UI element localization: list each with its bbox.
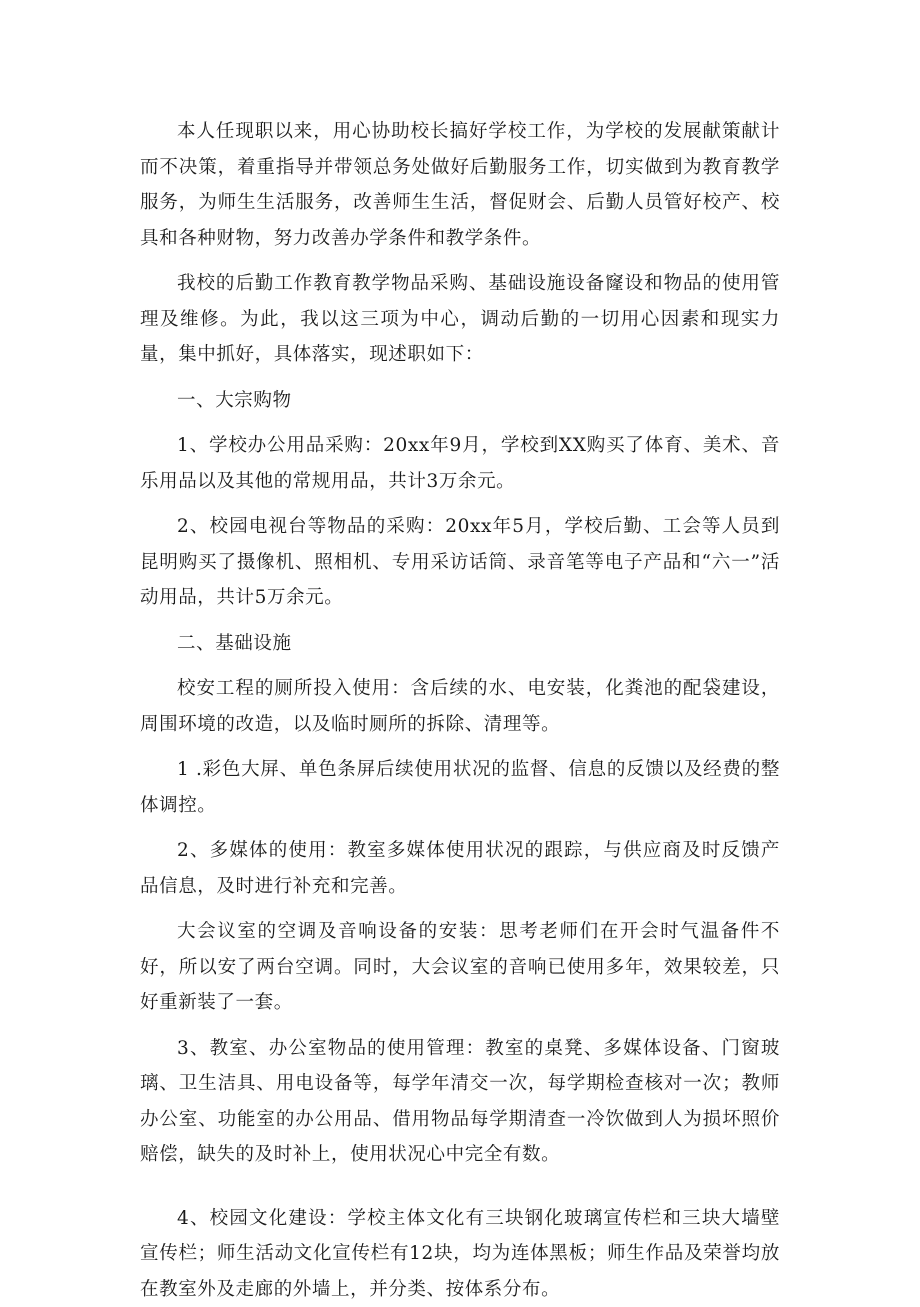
paragraph-meeting-room: 大会议室的空调及音响设备的安装：思考老师们在开会时气温备件不好，所以安了两台空调。同时，大会议室的音响已使用多年，效果较差，只好重新装了一套。: [140, 914, 780, 1021]
paragraph-tv-station: 2、校园电视台等物品的采购：20xx年5月，学校后勤、工会等人员到昆明购买了摄像机、照相机、专用采访话筒、录音笔等电子产品和“六一”活动用品，共计5万余元。: [140, 509, 780, 616]
paragraph-asset-management: 3、教室、办公室物品的使用管理：教室的桌凳、多媒体设备、门窗玻璃、卫生洁具、用电设备等，每学年清交一次，每学期检查核对一次；教师办公室、功能室的办公用品、借用物品每学期清查一冷饮做到人为损坏照价赔偿，缺失的及时补上，使用状况心中完全有数。: [140, 1031, 780, 1173]
paragraph-led-screens: 1 .彩色大屏、单色条屏后续使用状况的监督、信息的反馈以及经费的整体调控。: [140, 752, 780, 823]
document-body: [140, 114, 780, 1307]
section-heading-purchasing: 一、大宗购物: [140, 383, 780, 419]
paragraph-intro: 本人任现职以来，用心协助校长搞好学校工作，为学校的发展献策献计而不决策，着重指导并带领总务处做好后勤服务工作，切实做到为教育教学服务，为师生生活服务，改善师生生活，督促财会、后勤人员管好校产、校具和各种财物，努力改善办学条件和教学条件。: [140, 114, 780, 256]
paragraph-campus-culture: 4、校园文化建设：学校主体文化有三块钢化玻璃宣传栏和三块大墙壁宣传栏；师生活动文化宣传栏有12块，均为连体黑板；师生作品及荣誉均放在教室外及走廊的外墙上，并分类、按体系分布。: [140, 1201, 780, 1307]
paragraph-toilet-project: 校安工程的厕所投入使用：含后续的水、电安装，化粪池的配袋建设，周围环境的改造，以及临时厕所的拆除、清理等。: [140, 671, 780, 742]
paragraph-office-supplies: 1、学校办公用品采购：20xx年9月，学校到XX购买了体育、美术、音乐用品以及其他的常规用品，共计3万余元。: [140, 428, 780, 499]
section-heading-infrastructure: 二、基础设施: [140, 626, 780, 662]
paragraph-multimedia: 2、多媒体的使用：教室多媒体使用状况的跟踪，与供应商及时反馈产品信息，及时进行补充和完善。: [140, 833, 780, 904]
paragraph-overview: 我校的后勤工作教育教学物品采购、基础设施设备窿设和物品的使用管理及维修。为此，我以这三项为中心，调动后勤的一切用心因素和现实力量，集中抓好，具体落实，现述职如下：: [140, 266, 780, 373]
